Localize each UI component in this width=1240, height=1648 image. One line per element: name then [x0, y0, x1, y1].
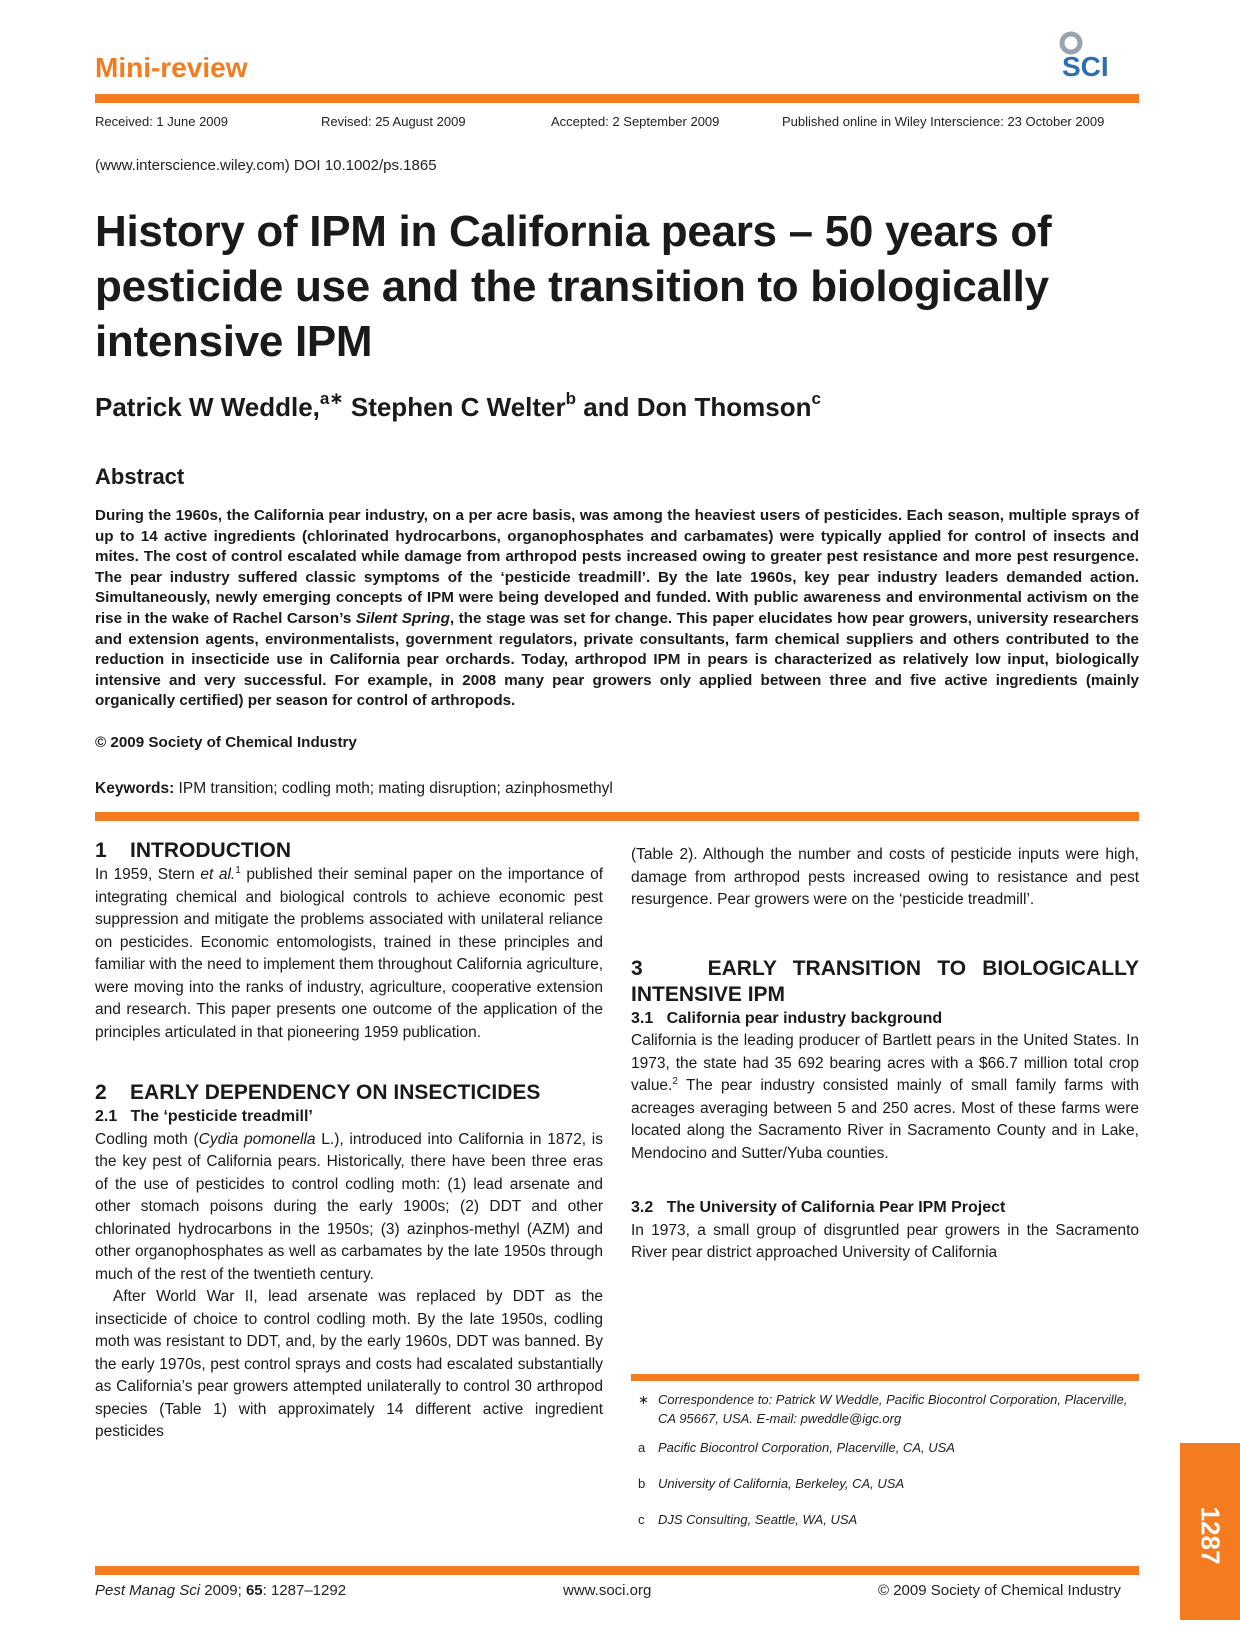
header-rule	[95, 94, 1139, 103]
keywords-label: Keywords:	[95, 780, 175, 797]
accepted-date: Accepted: 2 September 2009	[551, 114, 720, 129]
section-1-paragraph: In 1959, Stern et al.$^1$ published their seminal paper on the importance of integrating chemical and biological controls to achieve economic pest suppression and mitigate the problems associated with unilateral reliance on pesticides. Economic entomologists, trained in these principles and familiar with the need to implement them throughout California agriculture, were moving into the ranks of industry, agriculture, cooperative extension and research. This paper presents one outcome of the application of the principles articulated in that pioneering 1959 publication.	[95, 864, 604, 1041]
author-3-affil: c	[811, 389, 821, 408]
sci-logo-text: SCI	[1062, 51, 1109, 82]
page-number: 1287	[1195, 1506, 1226, 1565]
abstract-heading: Abstract	[95, 464, 185, 489]
sci-logo-icon	[1058, 30, 1128, 82]
section-2-paragraph-1: Codling moth (Cydia pomonella L.), introduced into California in 1872, is the key pest of California pears. Historically, there have been three eras of the use of pesticides to control codling moth: (1) lead arsenate and other stomach poisons during the early 1900s; (2) DDT and other chlorinated hydrocarbons in the 1950s; (3) azinphos-methyl (AZM) and other organophosphates as well as carbamates by the late 1950s through much of the rest of the twentieth century.	[95, 1130, 603, 1283]
published-date: Published online in Wiley Interscience: 23 October 2009	[782, 114, 1105, 129]
footnote-affiliation-c: c DJS Consulting, Seattle, WA, USA	[638, 1512, 858, 1527]
revised-date: Revised: 25 August 2009	[321, 114, 466, 129]
abstract-rule	[95, 812, 1139, 821]
section-3-2-paragraph: In 1973, a small group of disgruntled pear growers in the Sacramento River pear district approached University of California	[631, 1221, 1139, 1261]
subsection-3-2-heading: 3.2 The University of California Pear IPM Project	[631, 1199, 1006, 1216]
subsection-3-1-heading: 3.1 California pear industry background	[631, 1009, 943, 1027]
abstract-copyright: © 2009 Society of Chemical Industry	[95, 734, 357, 751]
journal-website: www.soci.org	[563, 1582, 652, 1599]
author-2: Stephen C Welter	[343, 392, 566, 422]
section-2-paragraph-2: After World War II, lead arsenate was replaced by DDT as the insecticide of choice to control codling moth. By the late 1950s, codling moth was resistant to DDT, and, by the early 1960s, DDT was banned. By the early 1970s, pest control sprays and costs had escalated substantially as California’s pear growers attempted unilaterally to control 30 arthropod species (Table 1) with approximately 14 different active ingredient pesticides	[95, 1288, 603, 1440]
footnote-correspondence: ∗ Correspondence to: Patrick W Weddle, Pacific Biocontrol Corporation, Placerville, CA 95667, USA. E-mail: pweddle@igc.org	[638, 1392, 1128, 1426]
right-column	[631, 844, 1139, 1265]
footnote-rule	[631, 1374, 1139, 1381]
author-1: Patrick W Weddle,	[95, 392, 320, 422]
journal-citation: Pest Manag Sci 2009; 65: 1287–1292	[95, 1582, 347, 1599]
section-2-heading: 2 EARLY DEPENDENCY ON INSECTICIDES	[95, 1081, 541, 1104]
author-3: and Don Thomson	[576, 392, 812, 422]
keywords-text: IPM transition; codling moth; mating disruption; azinphosmethyl	[174, 780, 613, 797]
abstract-body: During the 1960s, the California pear industry, on a per acre basis, was among the heaviest users of pesticides. Each season, multiple sprays of up to 14 active ingredients (chlorinated hydrocarbons, organophosphates and carbamates) were typically applied for control of insects and mites. The cost of control escalated while damage from arthropod pests increased owing to greater pest resistance and more pest resurgence. The pear industry suffered classic symptoms of the ‘pesticide treadmill’. By the late 1960s, key pear industry leaders demanded action. Simultaneously, newly emerging concepts of IPM were being developed and funded. With public awareness and environmental activism on the rise in the wake of Rachel Carson’s Silent Spring, the stage was set for change. This paper elucidates how pear growers, university researchers and extension agents, environmentalists, government regulators, private consultants, farm chemical suppliers and others contributed to the reduction in insecticide use in California pear orchards. Today, arthropod IPM in pears is characterized as relatively low input, biologically intensive and very successful. For example, in 2008 many pear growers only applied between three and five active ingredients (mainly organically certified) per season for control of arthropods.	[95, 507, 1139, 710]
author-1-affil: a∗	[319, 389, 344, 408]
subsection-2-1-heading: 2.1 The ‘pesticide treadmill’	[95, 1108, 313, 1125]
footer-copyright: © 2009 Society of Chemical Industry	[878, 1582, 1121, 1599]
section-3-1-paragraph: California is the leading producer of Bartlett pears in the United States. In 1973, the state had 35 692 bearing acres with a $66.7 million total crop value.$^2$ The pear industry consisted mainly of small family farms with acreages averaging between 5 and 250 acres. Most of these farms were located along the Sacramento River in Sacramento County and in Lake, Mendocino and Sutter/Yuba counties.	[631, 1032, 1139, 1162]
left-column	[95, 838, 603, 1444]
footnote-affiliation-a: a Pacific Biocontrol Corporation, Placerville, CA, USA	[638, 1440, 955, 1455]
footer-rule	[95, 1566, 1139, 1575]
author-2-affil: b	[565, 389, 577, 408]
section-2-paragraph-2-continued: (Table 2). Although the number and costs of pesticide inputs were high, damage from arthropod pests increased owing to resistance and pest resurgence. Pear growers were on the ‘pesticide treadmill’.	[631, 846, 1139, 908]
section-3-heading: 3 EARLY TRANSITION TO BIOLOGICALLY INTENSIVE IPM	[631, 956, 1139, 1006]
author-list	[95, 389, 821, 423]
doi-line: (www.interscience.wiley.com) DOI 10.1002/ps.1865	[95, 157, 437, 174]
received-date: Received: 1 June 2009	[95, 114, 228, 129]
sci-logo	[1058, 30, 1128, 82]
keywords-line	[95, 780, 613, 798]
article-title: History of IPM in California pears – 50 years of pesticide use and the transition to biologically intensive IPM	[95, 207, 1052, 366]
footnote-affiliation-b: b University of California, Berkeley, CA, USA	[638, 1476, 905, 1491]
section-1-heading: 1 INTRODUCTION	[95, 839, 292, 862]
section-type-label: Mini-review	[95, 52, 248, 83]
